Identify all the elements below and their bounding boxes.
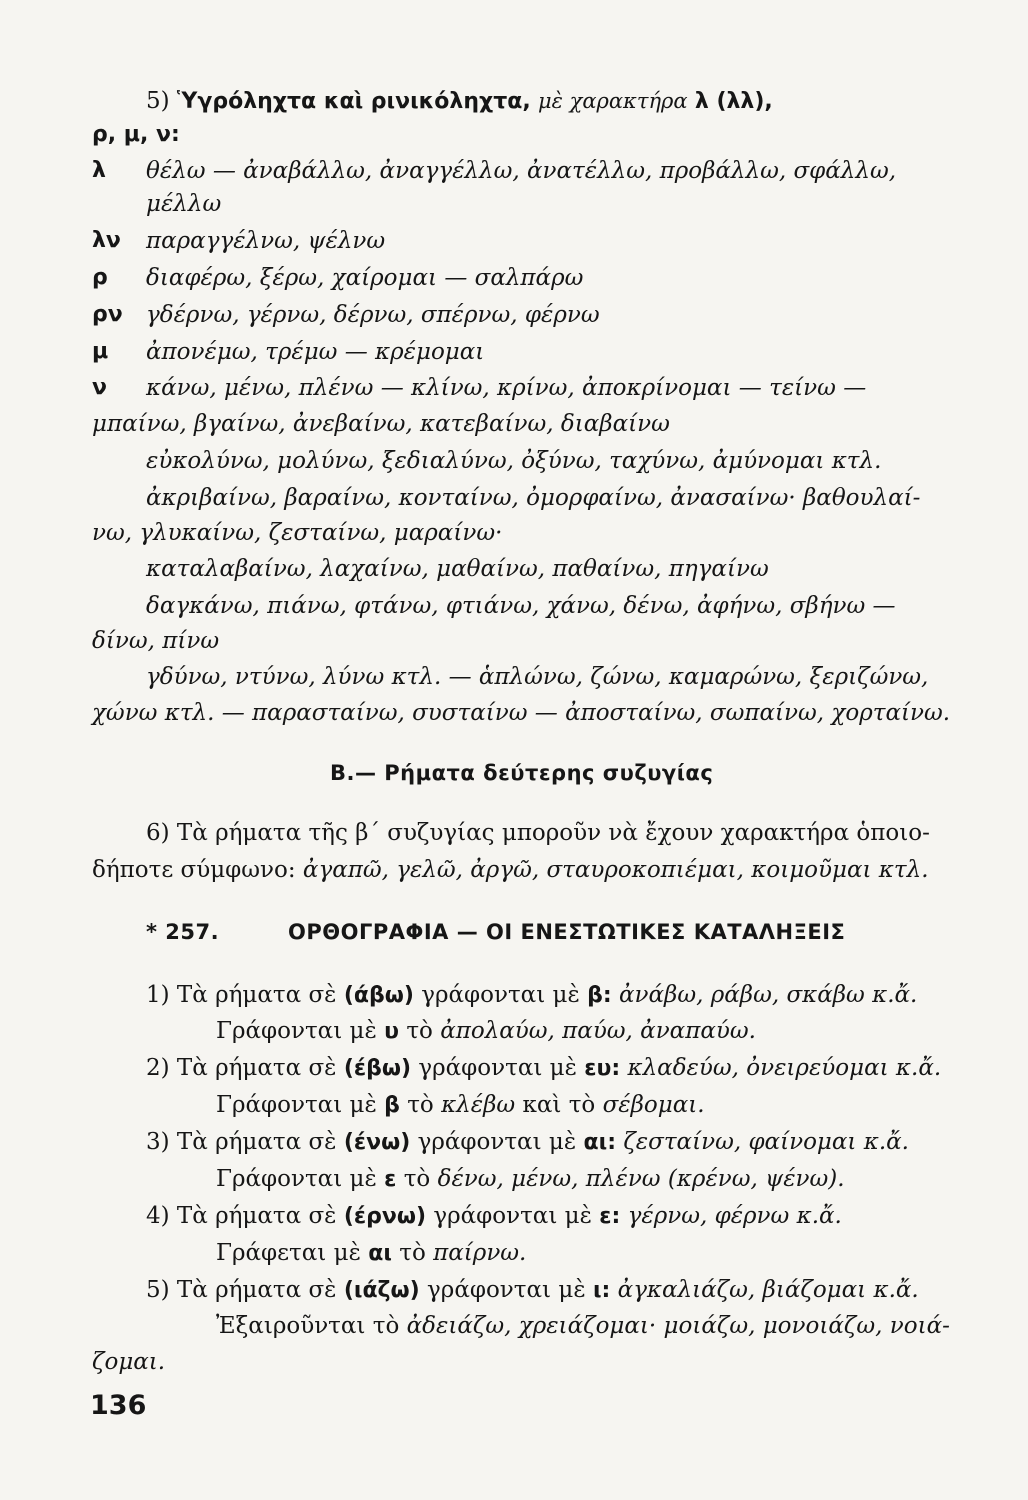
rule-5-line-3: ζομαι. [92,1349,166,1375]
rule-3-line-2 [216,1164,845,1195]
rule-2-ending: (έβω) [343,1056,412,1081]
section-5-chars: λ (λλ), [694,89,773,114]
rule-3-intro: 3) Τὰ ρήματα σὲ [146,1129,337,1155]
rule-4-exception-word: παίρνω. [433,1240,527,1266]
rule-4-line-1 [146,1201,842,1232]
rule-2-line-2 [216,1090,705,1121]
row-nu-6: καταλαβαίνω, λαχαίνω, μαθαίνω, παθαίνω, πηγαίνω [146,556,769,582]
row-nu-10: χώνω κτλ. — παρασταίνω, συσταίνω — ἀποσταίνω, σωπαίνω, χορταίνω. [92,700,951,726]
page-number: 136 [90,1390,147,1421]
section-6-line-2-a: δήποτε σύμφωνο: [92,857,296,883]
rule-5-line-2 [216,1311,950,1341]
rule-2-written: γράφονται μὲ [418,1055,577,1081]
rule-3-examples: ζεσταίνω, φαίνομαι κ.ἄ. [623,1129,909,1155]
section-b-heading: Β.— Ρήματα δεύτερης συζυγίας [330,761,714,785]
rule-3-line-1 [146,1127,909,1158]
section-5-mid: μὲ χαρακτήρα [538,89,688,113]
section-5-heading [146,86,773,117]
rule-5-letter: ι: [592,1278,611,1303]
row-nu-9: γδύνω, ντύνω, λύνω κτλ. — ἁπλώνω, ζώνω, καμαρώνω, ξεριζώνω, [146,664,929,690]
rule-2-intro: 2) Τὰ ρήματα σὲ [146,1055,337,1081]
rule-3-ending: (ένω) [343,1130,411,1155]
row-nu-4: ἀκριβαίνω, βαραίνω, κονταίνω, ὀμορφαίνω, ἀνασαίνω· βαθουλαί- [146,485,921,511]
row-nu-7: δαγκάνω, πιάνω, φτάνω, φτιάνω, χάνω, δένω, ἀφήνω, σβήνω — [146,593,896,619]
rule-4-exception-intro: Γράφεται μὲ [216,1240,361,1266]
section-5-title: Ὑγρόληχτα καὶ ρινικόληχτα, [176,89,531,114]
key-lambda: λ [92,158,106,183]
rule-4-intro: 4) Τὰ ρήματα σὲ [146,1203,337,1229]
row-nu-1: κάνω, μένω, πλένω — κλίνω, κρίνω, ἀποκρίνομαι — τείνω — [146,375,867,401]
key-nu: ν [92,375,107,400]
row-rho: διαφέρω, ξέρω, χαίρομαι — σαλπάρω [146,265,584,291]
row-mu: ἀπονέμω, τρέμω — κρέμομαι [146,339,485,365]
rule-2-exception-intro: Γράφονται μὲ [216,1092,377,1118]
rule-3-written: γράφονται μὲ [417,1129,577,1155]
section-6-examples: ἀγαπῶ, γελῶ, ἀργῶ, σταυροκοπιέμαι, κοιμοῦμαι κτλ. [302,857,929,883]
rule-5-intro: 5) Τὰ ρήματα σὲ [146,1277,337,1303]
rule-5-ending: (ιάζω) [343,1278,420,1303]
key-rho: ρ [92,265,108,290]
rule-3-exception-words: δένω, μένω, πλένω (κρένω, ψένω). [437,1166,845,1192]
section-257-number: * 257. [146,920,220,944]
rule-1-ending: (άβω) [343,983,414,1008]
rule-1-exception-intro: Γράφονται μὲ [216,1018,377,1044]
row-lambda-1: θέλω — ἀναβάλλω, ἀναγγέλλω, ἀνατέλλω, προβάλλω, σφάλλω, [146,158,897,184]
row-lambda-2: μέλλω [146,191,222,217]
rule-5-exception-intro: Ἐξαιροῦνται τὸ [216,1313,400,1339]
section-257-title: ΟΡΘΟΓΡΑΦΙΑ — ΟΙ ΕΝΕΣΤΩΤΙΚΕΣ ΚΑΤΑΛΗΞΕΙΣ [288,920,846,944]
rule-4-line-2 [216,1238,526,1269]
rule-3-letter: αι: [583,1130,616,1155]
rule-1-written: γράφονται μὲ [421,982,580,1008]
key-rho-nu: ρν [92,302,123,327]
rule-1-article: τὸ [406,1018,433,1044]
rule-1-exception-letter: υ [384,1019,399,1044]
rule-1-examples: ἀνάβω, ράβω, σκάβω κ.ἄ. [619,982,918,1008]
rule-1-intro: 1) Τὰ ρήματα σὲ [146,982,337,1008]
section-5-chars-2: ρ, μ, ν: [92,122,180,147]
rule-4-letter: ε: [599,1204,621,1229]
row-nu-5: νω, γλυκαίνω, ζεσταίνω, μαραίνω· [92,520,503,546]
key-mu: μ [92,339,109,364]
row-nu-8: δίνω, πίνω [92,628,220,654]
key-lambda-nu: λν [92,228,121,253]
row-nu-3: εὐκολύνω, μολύνω, ξεδιαλύνω, ὀξύνω, ταχύνω, ἀμύνομαι κτλ. [146,448,882,474]
rule-4-exception-letter: αι [368,1241,392,1266]
rule-2-letter: ευ: [584,1056,621,1081]
rule-4-ending: (έρνω) [343,1204,427,1229]
row-rho-nu: γδέρνω, γέρνω, δέρνω, σπέρνω, φέρνω [146,302,600,328]
rule-2-examples: κλαδεύω, ὀνειρεύομαι κ.ἄ. [627,1055,942,1081]
row-nu-2: μπαίνω, βγαίνω, ἀνεβαίνω, κατεβαίνω, διαβαίνω [92,411,670,437]
rule-2-exception-word-1: κλέβω [441,1092,516,1118]
rule-2-exception-letter: β [384,1093,400,1118]
rule-2-and: καὶ τὸ [522,1092,596,1118]
row-lambda-nu: παραγγέλνω, ψέλνω [146,228,386,254]
section-6-line-1: 6) Τὰ ρήματα τῆς β΄ συζυγίας μποροῦν νὰ ἔχουν χαρακτήρα ὁποιο- [146,820,930,846]
rule-1-exception-words: ἀπολαύω, παύω, ἀναπαύω. [440,1018,756,1044]
rule-3-article: τὸ [403,1166,431,1192]
rule-4-article: τὸ [399,1240,426,1266]
rule-5-exception-words: ἀδειάζω, χρειάζομαι· μοιάζω, μονοιάζω, νοιά- [406,1313,950,1339]
section-5-number: 5) [146,88,170,114]
rule-5-written: γράφονται μὲ [427,1277,586,1303]
rule-2-line-1 [146,1053,941,1084]
rule-5-line-1 [146,1275,919,1306]
rule-2-exception-word-2: σέβομαι. [602,1092,705,1118]
rule-1-line-1 [146,980,917,1011]
rule-4-written: γράφονται μὲ [433,1203,592,1229]
section-6-line-2 [92,855,929,885]
rule-1-line-2 [216,1016,756,1047]
rule-1-letter: β: [587,983,612,1008]
rule-5-examples: ἀγκαλιάζω, βιάζομαι κ.ἄ. [617,1277,919,1303]
rule-2-article: τὸ [407,1092,434,1118]
rule-4-examples: γέρνω, φέρνω κ.ἄ. [627,1203,842,1229]
rule-3-exception-letter: ε [384,1167,397,1192]
rule-3-exception-intro: Γράφονται μὲ [216,1166,377,1192]
